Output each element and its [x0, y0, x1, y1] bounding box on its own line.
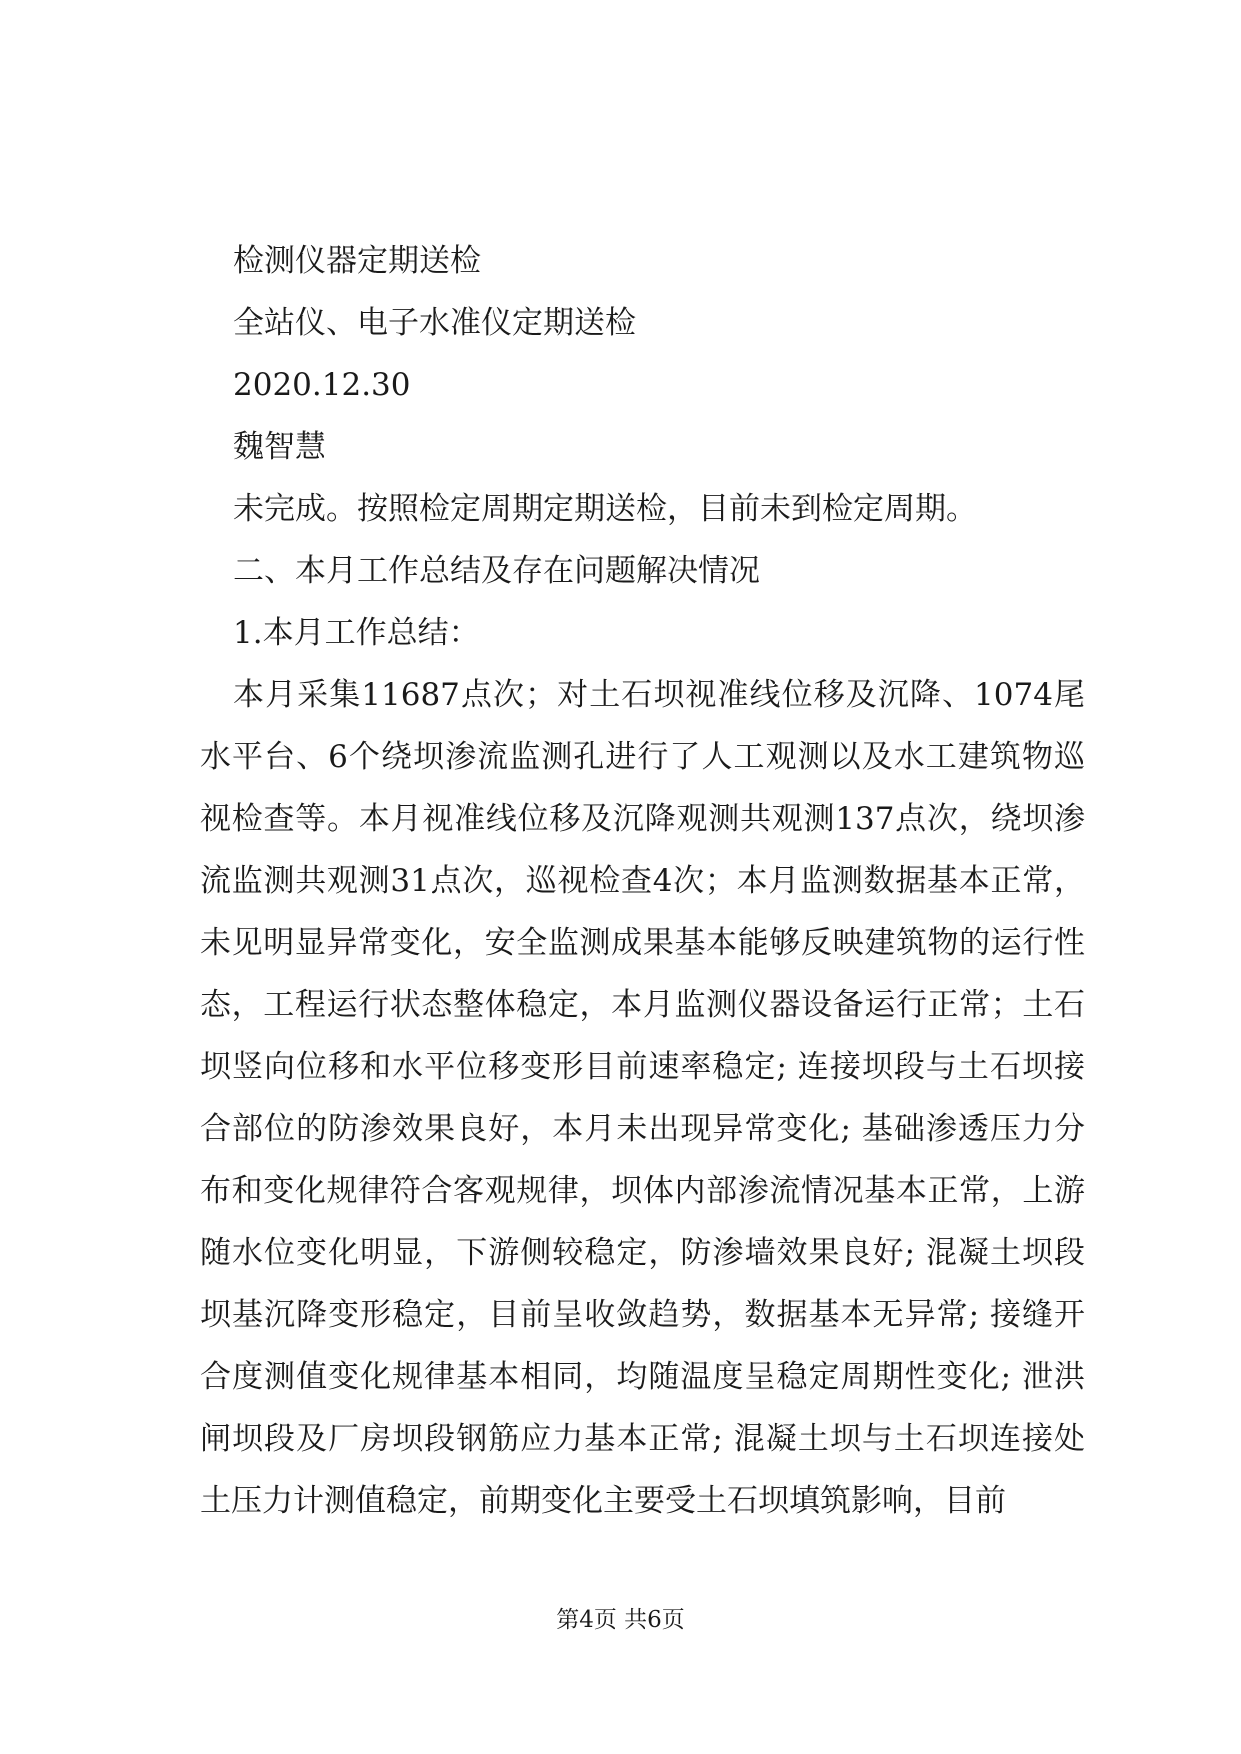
item-status: 未完成。按照检定周期定期送检，目前未到检定周期。 — [233, 491, 977, 527]
item-date: 2020.12.30 — [233, 367, 411, 403]
item-title: 检测仪器定期送检 — [233, 243, 481, 279]
page-footer: 第4页 共6页 — [556, 1607, 685, 1633]
summary-paragraph: 本月采集11687点次；对土石坝视准线位移及沉降、1074尾水平台、6个绕坝渗流监测孔进行了人工观测以及水工建筑物巡视检查等。本月视准线位移及沉降观测共观测137点次，绕坝渗流监测共观测31点次，巡视检查4次；本月监测数据基本正常，未见明显异常变化，安全监测成果基本能够反映建筑物的运行性态，工程运行状态整体稳定，本月监测仪器设备运行正常；土石坝竖向位移和水平位移变形目前速率稳定; 连接坝段与土石坝接合部位的防渗效果良好，本月未出现异常变化; 基础渗透压力分布和变化规律符合客观规律，坝体内部渗流情况基本正常，上游随水位变化明显，下游侧较稳定，防渗墙效果良好; 混凝土坝段坝基沉降变形稳定，目前呈收敛趋势，数据基本无异常; 接缝开合度测值变化规律基本相同，均随温度呈稳定周期性变化; 泄洪闸坝段及厂房坝段钢筋应力基本正常; 混凝土坝与土石坝连接处土压力计测值稳定，前期变化主要受土石坝填筑影响，目前 — [200, 677, 1085, 1519]
item-owner: 魏智慧 — [233, 429, 326, 465]
document-body — [200, 230, 1085, 1532]
section-heading: 二、本月工作总结及存在问题解决情况 — [233, 553, 760, 589]
subsection-heading: 1.本月工作总结： — [233, 615, 480, 651]
item-description: 全站仪、电子水准仪定期送检 — [233, 305, 636, 341]
